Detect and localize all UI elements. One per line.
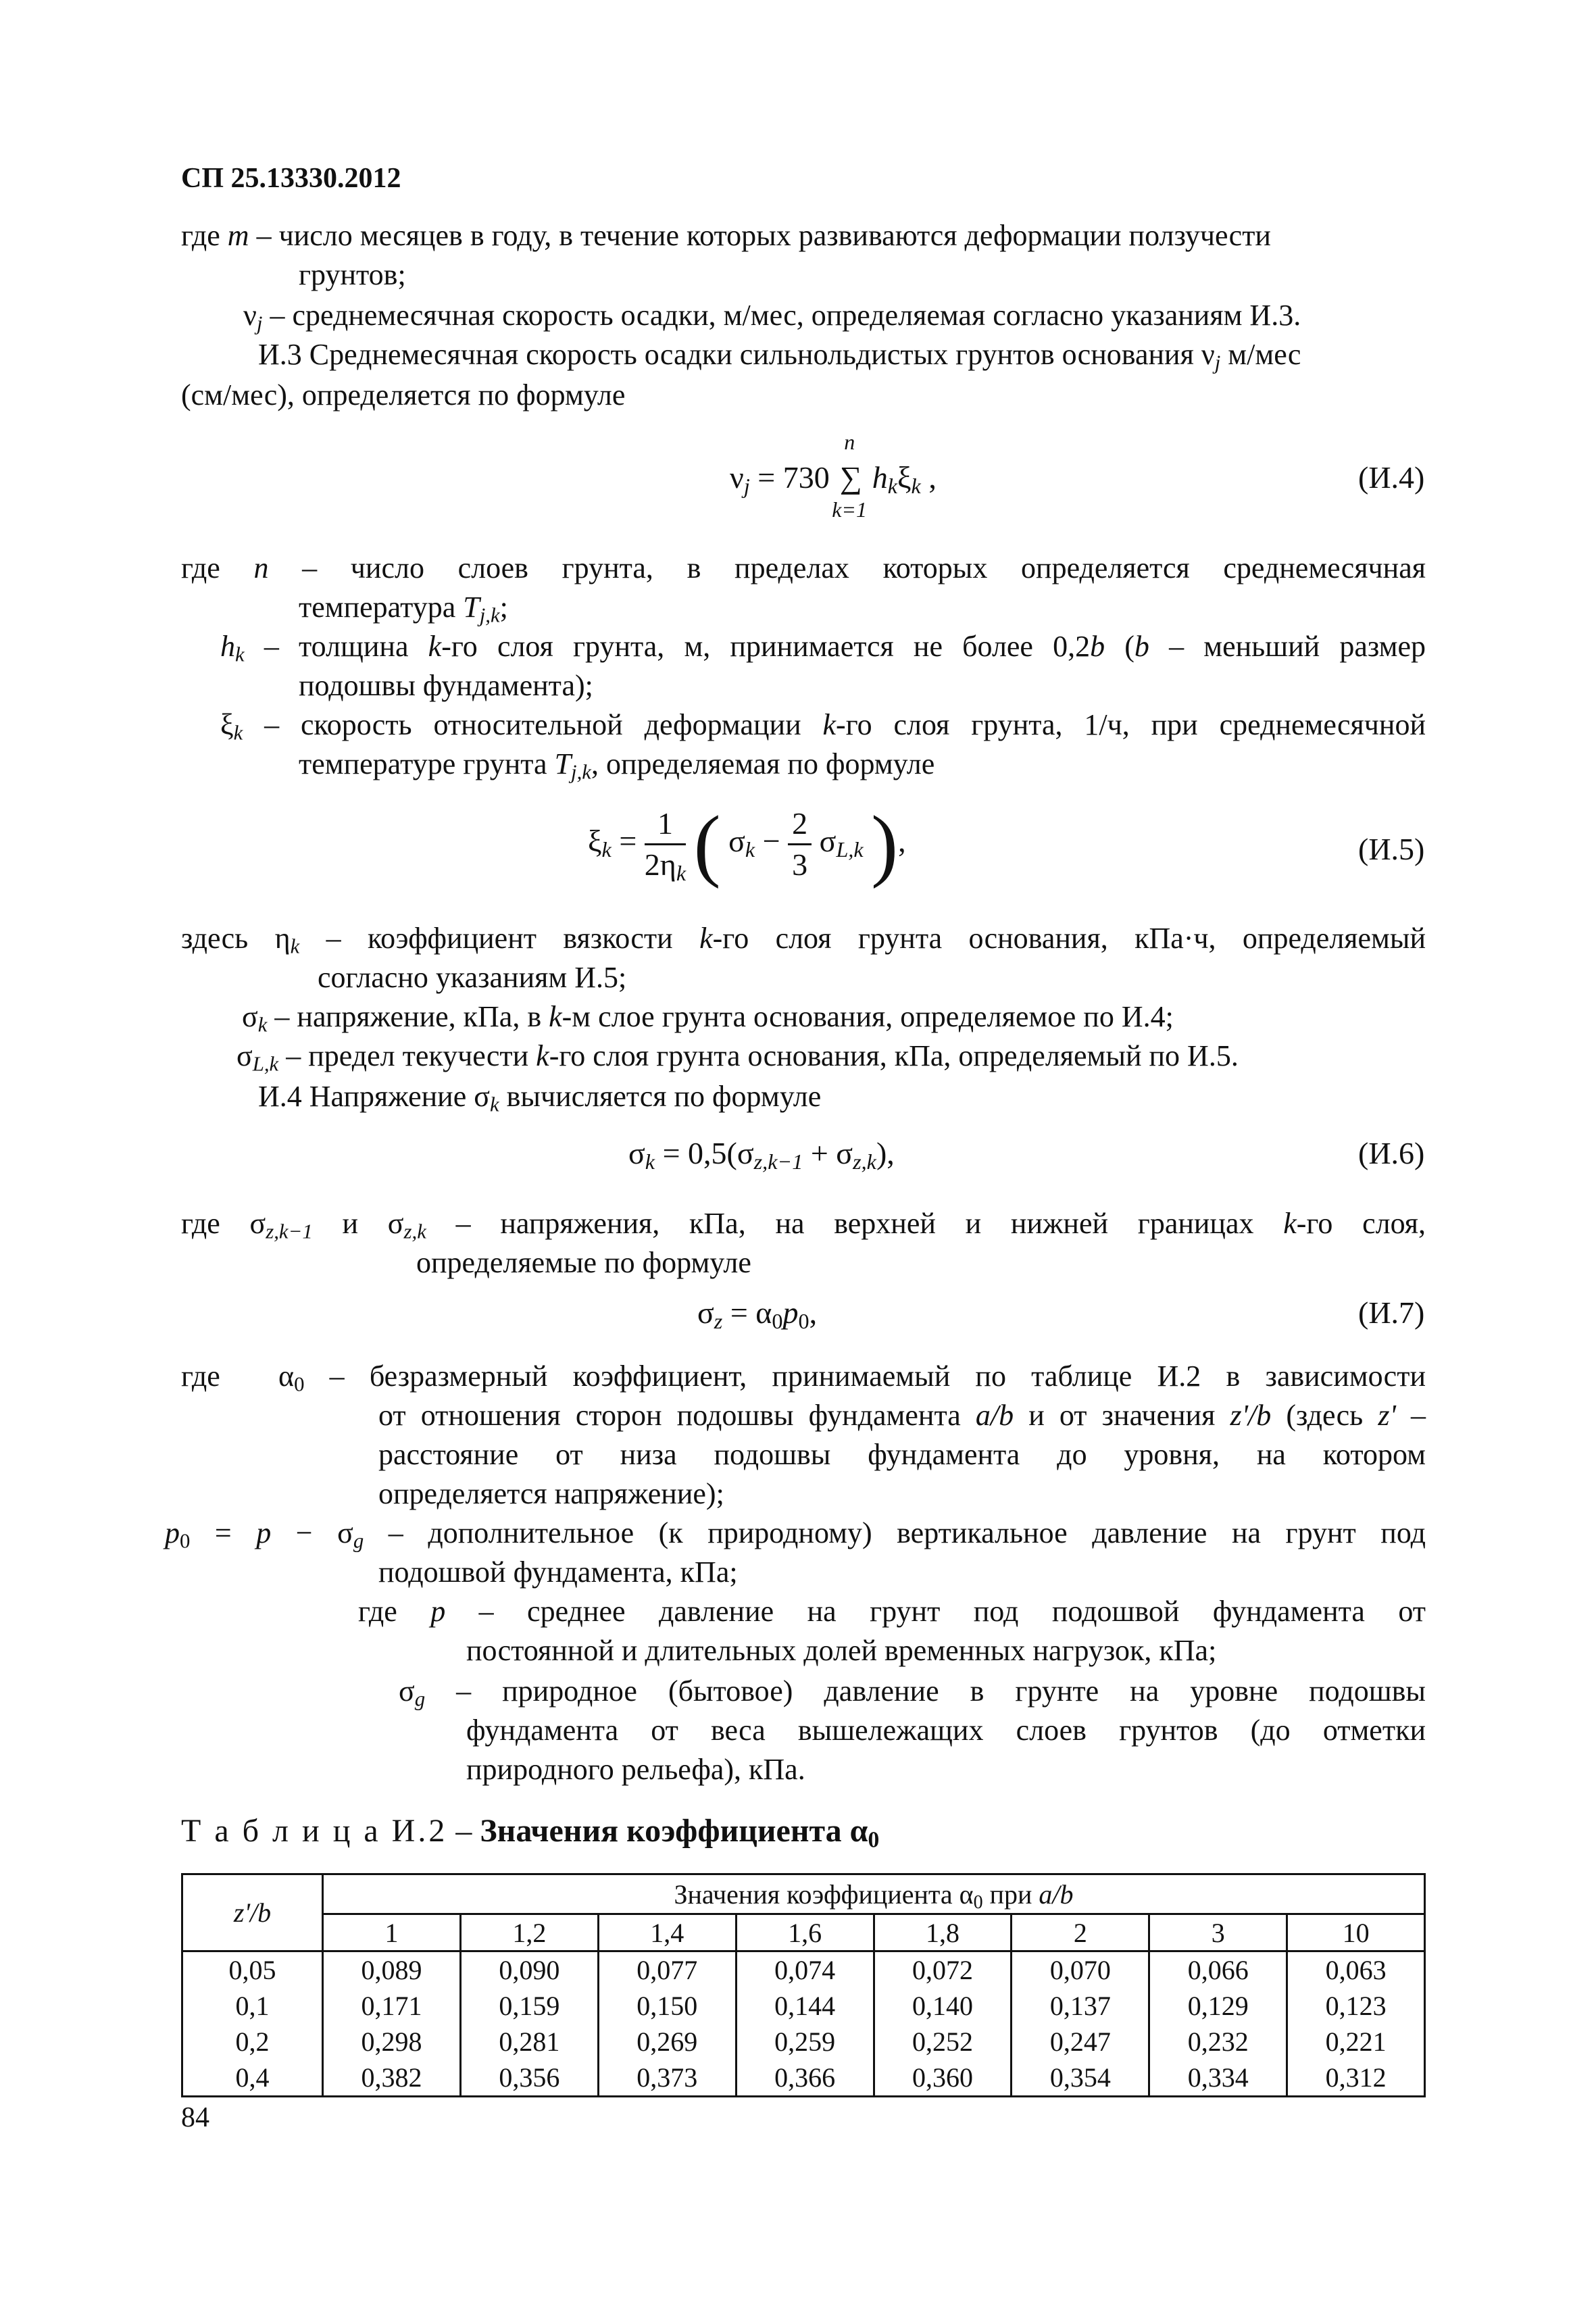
definition-alpha0 [278,1357,1426,1396]
sum-symbol [832,430,868,522]
var-ab: a/b [975,1399,1014,1432]
table-row [182,1988,1425,2024]
table-cell: 0,159 [460,1988,598,2024]
var-sigma: σ [236,1039,253,1072]
numerator: 2 [788,804,812,845]
definition-n [181,549,1426,588]
formula-i5-number: (И.5) [1358,832,1425,866]
var-k: k [699,922,713,955]
formula-i5-lhs: ξ [588,824,602,859]
definition-hk [220,627,1426,666]
table-cell: 0,137 [1012,1988,1149,2024]
sigma-sub: z,k−1 [753,1149,803,1174]
where-word: где [181,1360,220,1393]
table-cell: 0,129 [1149,1988,1287,2024]
table-cell: 0,066 [1149,1951,1287,1989]
var-k: k [536,1039,549,1072]
table-cell: 0,171 [323,1988,461,2024]
and-sigma: и σ [312,1207,404,1240]
definition-m-text: – число месяцев в году, в течение которых развиваются деформации ползучести [249,219,1271,252]
var-b: b [1134,630,1149,663]
var-h-sub: k [235,643,245,666]
definition-p0 [165,1514,1426,1553]
definition-xik [220,705,1426,745]
var-t-sub: j,k [571,760,591,784]
row-label: 0,05 [182,1951,323,1989]
row-label: 0,4 [182,2060,323,2097]
text: (здесь [1271,1399,1378,1432]
table-cell: 0,070 [1012,1951,1149,1989]
definition-sigma-g [399,1672,1426,1711]
sigma-sub: z,k [853,1149,876,1174]
column-header: 10 [1287,1914,1425,1951]
text: – [1395,1399,1426,1432]
table-cell: 0,150 [598,1988,736,2024]
table-cell: 0,334 [1149,2060,1287,2097]
table-cell: 0,281 [460,2024,598,2060]
formula-i4-number: (И.4) [1358,460,1425,495]
var-xi-sub: k [233,721,243,745]
formula-i6-body: = 0,5(σ [655,1136,754,1170]
var-z: z' [1378,1399,1396,1432]
comma: , [809,1295,818,1330]
var-sigma: σ [399,1674,415,1708]
var-nu-sub: j [256,312,263,335]
table-cell: 0,074 [736,1951,874,1989]
formula-i6-end: ), [876,1136,895,1170]
formula-i4-lhs: ν [730,460,744,495]
den-text: 2η [644,847,676,882]
var-p: p [256,1516,272,1549]
sigma: σ [728,824,745,859]
page-number: 84 [181,2102,209,2133]
paragraph-i3-end: м/мес [1220,338,1301,371]
group-header-text: Значения коэффициента α [674,1878,974,1910]
table-cell: 0,072 [874,1951,1012,1989]
comma: , [898,824,906,859]
table-cell: 0,298 [323,2024,461,2060]
formula-i4-coef: = 730 [749,460,830,495]
var-t: T [554,747,572,780]
definition-hk-text2: -го слоя грунта, м, принимается не более 0,2 [441,630,1091,663]
p-sub: 0 [798,1309,809,1334]
definition-n-cont-text: температура [299,591,464,624]
table-cell: 0,123 [1287,1988,1425,2024]
row-label: 0,2 [182,2024,323,2060]
column-header: 2 [1012,1914,1149,1951]
table-row [182,2024,1425,2060]
var-t-sub: j,k [479,603,500,627]
definition-sigma-g-text: – природное (бытовое) давление в грунте на уровне подошвы [425,1674,1426,1708]
definition-sigma-k [242,997,1174,1037]
table-cell: 0,221 [1287,2024,1425,2060]
var-eta-sub: k [290,935,300,958]
paragraph-i3-cont: (см/мес), определяется по формуле [181,378,626,412]
column-header: 1,8 [874,1914,1012,1951]
table-row [182,2060,1425,2097]
definition-p-cont: постоянной и длительных долей временных нагрузок, кПа; [466,1634,1217,1667]
sigma-sub: g [353,1529,364,1553]
document-code: СП 25.13330.2012 [181,163,401,194]
formula-i4-tail: , [920,460,937,495]
var-sigma-sub: L,k [252,1052,279,1076]
table-cell: 0,360 [874,2060,1012,2097]
table-cell: 0,373 [598,2060,736,2097]
where-word: где [181,219,220,252]
definition-xik-cont-text: температуре грунта [299,747,555,780]
var-t: T [463,591,480,624]
formula-i5-lhs-sub: k [601,837,612,862]
definition-sigma-lk [236,1037,1239,1076]
definition-p0-text: – дополнительное (к природному) вертикальное давление на грунт под [364,1516,1426,1549]
column-header: 1,2 [460,1914,598,1951]
table-cell: 0,312 [1287,2060,1425,2097]
var-p: p [782,1295,799,1330]
sigma-sub: k [745,837,755,862]
table-cell: 0,366 [736,2060,874,2097]
definition-sigma-z-text2: -го слоя, [1296,1207,1426,1240]
definition-sigma-k-text: – напряжение, кПа, в [267,1000,549,1033]
definition-sigma-k-text2: -м слое грунта основания, определяемое по И.4; [562,1000,1174,1033]
formula-i6 [628,1135,895,1174]
text: и от значения [1014,1399,1230,1432]
formula-i5 [588,799,906,889]
plus-sigma: + σ [803,1136,853,1170]
var-k: k [1283,1207,1297,1240]
table-caption-sub: 0 [868,1827,880,1853]
definition-n-cont [299,588,508,627]
table-cell: 0,089 [323,1951,461,1989]
var-sigma-sub: k [257,1013,268,1037]
table-caption [181,1812,880,1853]
definition-n-text: – число слоев грунта, в пределах которых определяется среднемесячная [268,551,1426,584]
var-n: n [253,551,269,584]
definition-p0-cont: подошвой фундамента, кПа; [378,1555,738,1589]
definition-sigma-g-cont2: природного рельефа), кПа. [466,1753,805,1786]
fraction-1-over-2eta [645,804,686,885]
paragraph-i4 [258,1077,821,1116]
var-k: k [549,1000,562,1033]
column-header: 1,4 [598,1914,736,1951]
definition-sigma-z [181,1204,1426,1243]
formula-i7-body: = α [722,1295,772,1330]
row-header-text: z'/b [233,1897,272,1928]
table-cell: 0,140 [874,1988,1012,2024]
definition-vj [243,296,1301,335]
numerator: 1 [645,804,686,845]
sigma-sub: L,k [836,837,864,862]
var-k: k [822,708,837,741]
sigma: σ [697,1295,714,1330]
definition-hk-text4: – меньший размер [1149,630,1426,663]
formula-i6-number: (И.6) [1358,1136,1425,1170]
definition-eta-cont: согласно указаниям И.5; [318,961,627,994]
var-h: h [220,630,235,663]
var-p: p [430,1595,446,1628]
punct: ; [499,591,508,624]
sum-sign: ∑ [839,460,862,495]
definition-hk-text: – толщина [244,630,428,663]
table-caption-prefix: Т а б л и ц а И.2 [181,1813,448,1849]
var-b: b [1090,630,1105,663]
formula-i7-number: (И.7) [1358,1295,1425,1330]
var-nu: ν [243,299,257,332]
definition-vj-text: – среднемесячная скорость осадки, м/мес, определяемая согласно указаниям И.3. [262,299,1301,332]
column-header: 1 [323,1914,461,1951]
sigma-sub: z [714,1309,723,1334]
definition-xik-text2: -го слоя грунта, 1/ч, при среднемесячной [836,708,1426,741]
minus-sigma: − σ [271,1516,353,1549]
paragraph-i4-text: И.4 Напряжение [258,1080,474,1113]
definition-alpha0-text: – безразмерный коэффициент, принимаемый по таблице И.2 в зависимости [304,1360,1426,1393]
table-cell: 0,090 [460,1951,598,1989]
table-cell: 0,382 [323,2060,461,2097]
denominator: 3 [792,847,808,882]
formula-i7 [697,1295,818,1334]
den-sub: k [676,861,687,886]
formula-i4-lhs-sub: j [743,474,750,499]
row-header-zb [182,1874,323,1951]
definition-sigma-z-text: – напряжения, кПа, на верхней и нижней границах [426,1207,1284,1240]
definition-p-text: – среднее давление на грунт под подошвой фундамента от [445,1595,1426,1628]
group-header-sub: 0 [973,1891,983,1913]
definition-m [181,216,1271,255]
column-header: 3 [1149,1914,1287,1951]
table-cell: 0,063 [1287,1951,1425,1989]
minus: − [755,824,789,859]
sigma: σ [819,824,837,859]
definition-xik-cont [299,745,934,784]
sigma: σ [628,1136,645,1170]
group-header-tail: при [982,1878,1039,1910]
table-cell: 0,259 [736,2024,874,2060]
definition-sigma-lk-text: – предел текучести [278,1039,537,1072]
row-label: 0,1 [182,1988,323,2024]
table-cell: 0,144 [736,1988,874,2024]
sigma-sub: z,k [403,1220,426,1243]
equals: = [611,824,637,859]
definition-p [358,1592,1426,1631]
var-eta: η [274,922,291,955]
denominator [645,845,686,885]
paragraph-i3-sub: j [1214,351,1221,374]
table-cell: 0,252 [874,2024,1012,2060]
formula-i4 [730,430,937,522]
table-cell: 0,247 [1012,2024,1149,2060]
column-header: 1,6 [736,1914,874,1951]
formula-i4-xi: ξ [897,460,912,495]
sigma-sub: z,k−1 [266,1220,313,1243]
alpha-sub: 0 [772,1309,783,1334]
definition-xik-cont-end: , определяемая по формуле [591,747,935,780]
definition-eta-text: – коэффициент вязкости [299,922,700,955]
table-cell: 0,356 [460,2060,598,2097]
paragraph-i4-end: вычисляется по формуле [499,1080,822,1113]
var-alpha: α [278,1360,295,1393]
open-paren: ( [693,799,721,889]
close-paren: ) [871,799,899,889]
table-caption-title: Значения коэффициента α [480,1813,868,1849]
var-zb: z'/b [1230,1399,1272,1432]
formula-i4-h-sub: k [887,474,898,499]
table-row [182,1951,1425,1989]
formula-i4-h: h [872,460,888,495]
definition-m-cont: грунтов; [299,258,406,291]
paragraph-i3-text: И.3 Среднемесячная скорость осадки сильнольдистых грунтов основания ν [258,338,1215,371]
coefficient-table [181,1873,1426,2097]
table-cell: 0,269 [598,2024,736,2060]
where-sigma: где σ [181,1207,266,1240]
sigma-sub: g [414,1687,426,1711]
where-word: где [358,1595,431,1628]
definition-hk-cont: подошвы фундамента); [299,669,593,702]
table-caption-dash: – [447,1813,480,1849]
group-header-ab: a/b [1039,1878,1074,1910]
sum-lower-limit: k=1 [832,497,868,522]
alpha-sub: 0 [294,1372,305,1396]
paragraph-i3 [258,335,1301,374]
definition-sigma-g-cont1: фундамента от веса вышележащих слоев грунтов (до отметки [466,1714,1426,1747]
equals: = [190,1516,257,1549]
formula-i4-xi-sub: k [911,474,921,499]
definition-sigma-lk-text2: -го слоя грунта основания, кПа, определяемый по И.5. [549,1039,1239,1072]
var-k: k [428,630,442,663]
definition-eta-text2: -го слоя грунта основания, кПа·ч, определяемый [712,922,1426,955]
var-sigma: σ [474,1080,490,1113]
p-sub: 0 [180,1529,191,1553]
var-xi: ξ [220,708,234,741]
definition-eta [181,919,1426,958]
where-word: где [181,551,220,584]
text: от отношения сторон подошвы фундамента [378,1399,976,1432]
definition-xik-text: – скорость относительной деформации [243,708,823,741]
var-m: m [227,219,249,252]
var-p: p [165,1516,180,1549]
definition-alpha0-cont1 [378,1396,1426,1435]
table-cell: 0,354 [1012,2060,1149,2097]
definition-alpha0-cont2: расстояние от низа подошвы фундамента до уровня, на котором [378,1438,1426,1471]
table-cell: 0,077 [598,1951,736,1989]
var-sigma: σ [242,1000,258,1033]
definition-alpha0-cont3: определяется напряжение); [378,1477,724,1510]
fraction-2-over-3 [788,804,812,885]
var-sigma-sub: k [489,1093,499,1116]
sigma-sub: k [645,1149,655,1174]
paren: ( [1105,630,1134,663]
here-word: здесь [181,922,275,955]
group-header [323,1874,1425,1914]
definition-sigma-z-cont: определяемые по формуле [416,1246,751,1279]
table-cell: 0,232 [1149,2024,1287,2060]
sum-upper-limit: n [844,430,855,454]
